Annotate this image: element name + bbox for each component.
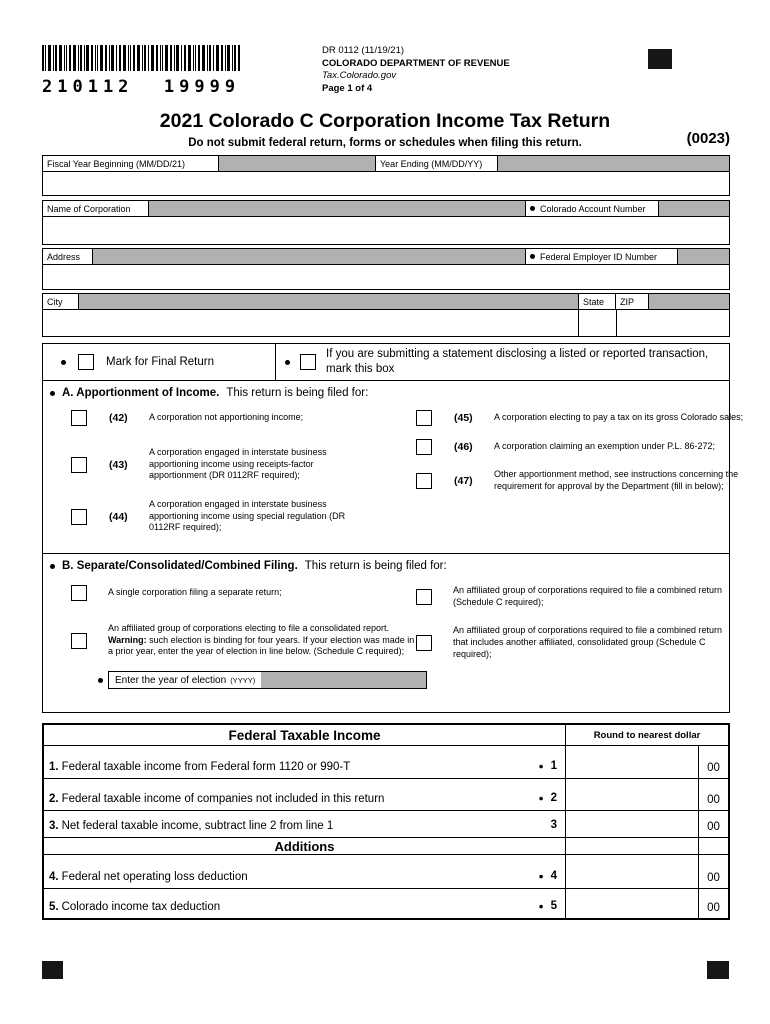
final-return-label: Mark for Final Return xyxy=(106,356,215,368)
year-ending-text: Year Ending (MM/DD/YY) xyxy=(380,158,483,169)
year-format-hint: (YYYY) xyxy=(230,675,256,685)
statement-label: If you are submitting a statement disclosing a listed or reported transaction, mark this box xyxy=(326,348,709,375)
cents-column-spacer xyxy=(699,838,728,854)
shaded-area xyxy=(93,249,526,264)
row-label-cell xyxy=(44,811,565,837)
option-label-post: such election is binding for four years. If your election was made in a prior year, enter the year of election in line below. (Schedule C required); xyxy=(108,634,415,657)
shaded-area xyxy=(678,249,729,264)
row-label-cell xyxy=(44,889,565,918)
filing-option-consolidated xyxy=(71,623,416,658)
income-table xyxy=(42,723,730,920)
row-text: Federal taxable income of companies not included in this return xyxy=(61,793,385,805)
bullet: ● xyxy=(538,760,544,771)
city-text: City xyxy=(47,296,63,307)
federal-employer-id-label xyxy=(526,249,678,264)
checkbox-combined-consolidated[interactable] xyxy=(416,635,432,651)
colorado-account-number-label xyxy=(526,201,659,216)
doc-number: (0023) xyxy=(686,130,730,147)
section-b-heading-bold: B. Separate/Consolidated/Combined Filing. xyxy=(62,560,298,572)
year-of-election-text: Enter the year of election xyxy=(115,674,227,686)
cents-label: 00 xyxy=(707,762,720,774)
year-of-election-row xyxy=(98,671,729,689)
bullet xyxy=(98,678,103,683)
statement-checkbox[interactable] xyxy=(300,354,316,370)
state-label xyxy=(579,294,616,309)
amount-input-line-3[interactable] xyxy=(565,811,699,837)
row-label xyxy=(49,761,350,773)
option-label: A corporation engaged in interstate business apportioning income using special regulation (DR 0112RF required); xyxy=(149,499,346,533)
checkbox-46[interactable] xyxy=(416,439,432,455)
shaded-area xyxy=(149,201,526,216)
table-header-row xyxy=(44,725,728,746)
city-input-area[interactable] xyxy=(43,310,579,336)
final-return-checkbox[interactable] xyxy=(78,354,94,370)
bullet xyxy=(61,360,66,365)
address-and-fein-input-area[interactable] xyxy=(43,265,729,289)
section-a xyxy=(43,381,744,554)
registration-mark-bottom-left xyxy=(42,961,63,979)
amount-input-line-5[interactable] xyxy=(565,889,699,918)
section-b-heading-rest: This return is being filed for: xyxy=(304,560,447,572)
fiscal-year-beginning-label xyxy=(43,156,219,171)
page-number: Page 1 of 4 xyxy=(322,82,373,94)
section-a-heading-rest: This return is being filed for: xyxy=(226,387,369,399)
filing-options-box xyxy=(42,343,744,713)
colorado-account-number-text: Colorado Account Number xyxy=(540,203,646,214)
checkbox-separate-return[interactable] xyxy=(71,585,87,601)
row-label xyxy=(49,901,220,913)
apportionment-option-47 xyxy=(416,469,746,492)
checkbox-consolidated-report[interactable] xyxy=(71,633,87,649)
city-state-zip-box xyxy=(42,293,730,337)
additions-header: Additions xyxy=(274,838,335,854)
shaded-area xyxy=(659,201,729,216)
form-title: 2021 Colorado C Corporation Income Tax Return xyxy=(159,110,611,132)
filing-option-combined-consolidated xyxy=(416,625,729,660)
option-code: (45) xyxy=(454,412,473,424)
option-code: (43) xyxy=(109,458,128,471)
checkbox-combined-return[interactable] xyxy=(416,589,432,605)
year-of-election-input[interactable] xyxy=(261,672,426,688)
line-number xyxy=(538,870,557,883)
line-number-text: 2 xyxy=(550,792,557,804)
option-code: (46) xyxy=(454,441,473,453)
federal-taxable-income-header: Federal Taxable Income xyxy=(228,727,381,743)
bullet: ● xyxy=(538,870,544,881)
cents-label: 00 xyxy=(707,794,720,806)
table-row-1 xyxy=(44,746,728,779)
checkbox-43[interactable] xyxy=(71,457,87,473)
fiscal-year-beginning-text: Fiscal Year Beginning (MM/DD/21) xyxy=(47,158,186,169)
year-ending-label xyxy=(376,156,498,171)
row-number: 3. xyxy=(49,820,59,832)
row-label xyxy=(49,793,384,805)
apportionment-option-44 xyxy=(71,499,416,534)
table-row-4 xyxy=(44,855,728,889)
line-number-text: 4 xyxy=(550,870,557,882)
zip-input-area[interactable] xyxy=(617,310,729,336)
row-label-cell xyxy=(44,779,565,810)
row-number: 1. xyxy=(49,761,59,773)
option-label: An affiliated group of corporations required to file a combined return (Schedule C required); xyxy=(453,585,722,607)
option-label: A single corporation filing a separate return; xyxy=(108,587,282,598)
round-to-nearest-dollar-label: Round to nearest dollar xyxy=(565,725,728,745)
shaded-area xyxy=(649,294,729,309)
shaded-area xyxy=(219,156,376,171)
apportionment-option-46 xyxy=(416,439,746,455)
row-label xyxy=(49,871,248,883)
final-return-row xyxy=(43,344,729,381)
line-number xyxy=(544,819,557,832)
form-code: DR 0112 (11/19/21) xyxy=(322,45,405,56)
section-a-heading-bold: A. Apportionment of Income. xyxy=(62,387,220,399)
amount-input-line-2[interactable] xyxy=(565,779,699,810)
cents-label: 00 xyxy=(707,872,720,884)
amount-input-line-1[interactable] xyxy=(565,746,699,778)
registration-mark-top xyxy=(648,49,672,69)
address-box xyxy=(42,248,730,290)
checkbox-44[interactable] xyxy=(71,509,87,525)
bullet: ● xyxy=(538,792,544,803)
cents-label: 00 xyxy=(707,902,720,914)
fiscal-year-box xyxy=(42,155,730,196)
final-return-cell xyxy=(43,344,276,380)
agency-header xyxy=(322,45,510,95)
option-code: (44) xyxy=(109,510,128,523)
option-label-pre: An affiliated group of corporations electing to file a consolidated report. xyxy=(108,623,390,633)
bullet: ● xyxy=(538,900,544,911)
option-label: A corporation electing to pay a tax on its gross Colorado sales; xyxy=(494,412,744,423)
department-name: COLORADO DEPARTMENT OF REVENUE xyxy=(322,57,510,69)
name-box xyxy=(42,200,730,245)
section-a-heading xyxy=(43,381,729,399)
option-code: (42) xyxy=(109,412,128,424)
apportionment-option-43 xyxy=(71,447,416,482)
shaded-area xyxy=(79,294,579,309)
registration-mark-bottom-right xyxy=(707,961,729,979)
barcode xyxy=(42,45,240,71)
table-row-2 xyxy=(44,779,728,811)
row-number: 5. xyxy=(49,901,59,913)
zip-text: ZIP xyxy=(620,296,635,307)
line-number-text: 3 xyxy=(550,819,557,831)
form-subtitle: Do not submit federal return, forms or schedules when filing this return. xyxy=(188,137,582,149)
barcode-number: 210112 19999 xyxy=(42,77,241,97)
line-number-text: 1 xyxy=(550,760,557,772)
checkbox-47[interactable] xyxy=(416,473,432,489)
bullet xyxy=(285,360,290,365)
line-number xyxy=(538,900,557,913)
option-label: An affiliated group of corporations required to file a combined return that includes another affiliated, consolidated group (Schedule C required); xyxy=(453,625,722,659)
warning-word: Warning: xyxy=(108,634,147,645)
fiscal-year-input-area[interactable] xyxy=(43,172,729,195)
row-text: Federal taxable income from Federal form 1120 or 990-T xyxy=(61,761,351,773)
line-number xyxy=(538,792,557,805)
federal-employer-id-text: Federal Employer ID Number xyxy=(540,251,658,262)
option-label: A corporation claiming an exemption under P.L. 86-272; xyxy=(494,441,715,452)
filing-option-separate xyxy=(71,585,416,601)
website-link[interactable]: Tax.Colorado.gov xyxy=(322,70,397,82)
cents-label: 00 xyxy=(707,821,720,833)
year-of-election-label xyxy=(109,672,261,688)
section-b-heading xyxy=(43,554,729,572)
row-text: Net federal taxable income, subtract line 2 from line 1 xyxy=(61,820,334,832)
state-input-area[interactable] xyxy=(579,310,617,336)
table-row-5 xyxy=(44,889,728,918)
filing-option-combined xyxy=(416,585,729,608)
line-number-text: 5 xyxy=(550,900,557,912)
amount-input-line-4[interactable] xyxy=(565,855,699,888)
apportionment-option-42 xyxy=(71,410,416,426)
bullet xyxy=(50,391,55,396)
address-label xyxy=(43,249,93,264)
table-row-3 xyxy=(44,811,728,838)
amount-column-spacer xyxy=(565,838,699,854)
line-number xyxy=(538,760,557,773)
row-number: 4. xyxy=(49,871,59,883)
state-text: State xyxy=(583,296,605,307)
option-label xyxy=(108,623,416,658)
option-label: A corporation engaged in interstate business apportioning income using receipts-factor apportionment (DR 0112RF required); xyxy=(149,447,327,481)
zip-label xyxy=(616,294,649,309)
city-label xyxy=(43,294,79,309)
corporation-name-text: Name of Corporation xyxy=(47,203,131,214)
row-label-cell xyxy=(44,855,565,888)
name-and-account-input-area[interactable] xyxy=(43,217,729,244)
checkbox-42[interactable] xyxy=(71,410,87,426)
option-label: A corporation not apportioning income; xyxy=(149,412,304,423)
section-b xyxy=(43,554,729,712)
row-text: Federal net operating loss deduction xyxy=(61,871,248,883)
row-number: 2. xyxy=(49,793,59,805)
barcode-block xyxy=(42,45,244,97)
apportionment-option-45 xyxy=(416,410,746,426)
option-label: Other apportionment method, see instructions concerning the requirement for approval by the Department (fill in below); xyxy=(494,469,739,491)
option-code: (47) xyxy=(454,474,473,487)
bullet xyxy=(530,254,535,259)
bullet xyxy=(530,206,535,211)
row-text: Colorado income tax deduction xyxy=(61,901,221,913)
checkbox-45[interactable] xyxy=(416,410,432,426)
additions-header-row xyxy=(44,838,728,855)
bullet xyxy=(50,564,55,569)
corporation-name-label xyxy=(43,201,149,216)
address-text: Address xyxy=(47,251,81,262)
year-of-election-box xyxy=(108,671,427,689)
shaded-area xyxy=(498,156,729,171)
statement-cell xyxy=(276,344,729,380)
row-label xyxy=(49,820,333,832)
row-label-cell xyxy=(44,746,565,778)
